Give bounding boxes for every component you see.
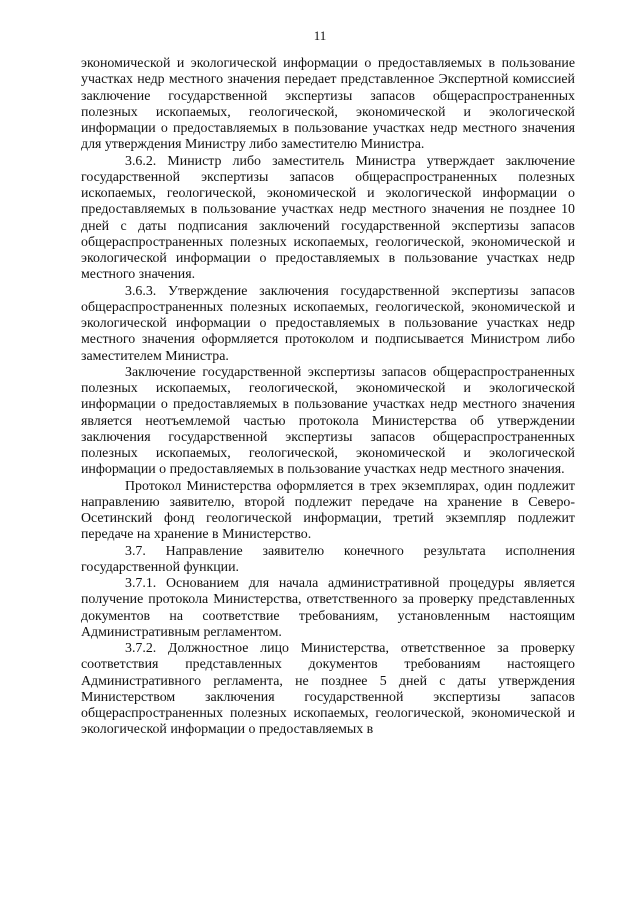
paragraph-3-6-3: 3.6.3. Утверждение заключения государственной экспертизы запасов общераспространенных полезных ископаемых, геологической, экономической и экологической информации о предоставляемых в пользование участках недр местного значения оформляется протоколом и подписывается Министром либо заместителем Министра. [81,283,575,364]
paragraph-3-7-1: 3.7.1. Основанием для начала административной процедуры является получение протокола Министерства, ответственного за проверку представленных документов на соответствие требованиям, установленным настоящим Административным регламентом. [81,576,575,640]
page-number: 11 [313,28,327,43]
paragraph-3-6-2: 3.6.2. Министр либо заместитель Министра утверждает заключение государственной экспертизы запасов общераспространенных полезных ископаемых, геологической, экономической и экологической информации о предоставляемых в пользование участках недр местного значения не позднее 10 дней с даты подписания заключений государственной экспертизы запасов общераспространенных полезных ископаемых, геологической, экономической и экологической информации о предоставляемых в пользование участках недр местного значения. [81,153,575,283]
paragraph-conclusion: Заключение государственной экспертизы запасов общераспространенных полезных ископаемых, геологической, экономической и экологической информации о предоставляемых в пользование участках недр местного значения является неотъемлемой частью протокола Министерства об утверждении заключения государственной экспертизы запасов общераспространенных полезных ископаемых, геологической, экономической и экологической информации о предоставляемых в пользование участках недр местного значения. [81,364,575,478]
paragraph-3-7: 3.7. Направление заявителю конечного результата исполнения государственной функции. [81,543,575,575]
paragraph-protocol: Протокол Министерства оформляется в трех экземплярах, один подлежит направлению заявителю, второй подлежит передаче на хранение в Северо-Осетинский фонд геологической информации, третий экземпляр подлежит передаче на хранение в Министерство. [81,478,575,543]
document-body [81,56,575,739]
paragraph-3-7-2: 3.7.2. Должностное лицо Министерства, ответственное за проверку соответствия представленных документов требованиям настоящего Административного регламента, не позднее 5 дней с даты утверждения Министерством заключения государственной экспертизы запасов общераспространенных полезных ископаемых, геологической, экономической и экологической информации о предоставляемых в [81,641,575,738]
paragraph-1: экономической и экологической информации о предоставляемых в пользование участках недр местного значения передает представленное Экспертной комиссией заключение государственной экспертизы запасов общераспространенных полезных ископаемых, геологической, экономической и экологической информации о предоставляемых в пользование участках недр местного значения для утверждения Министру либо заместителю Министра. [81,56,575,153]
